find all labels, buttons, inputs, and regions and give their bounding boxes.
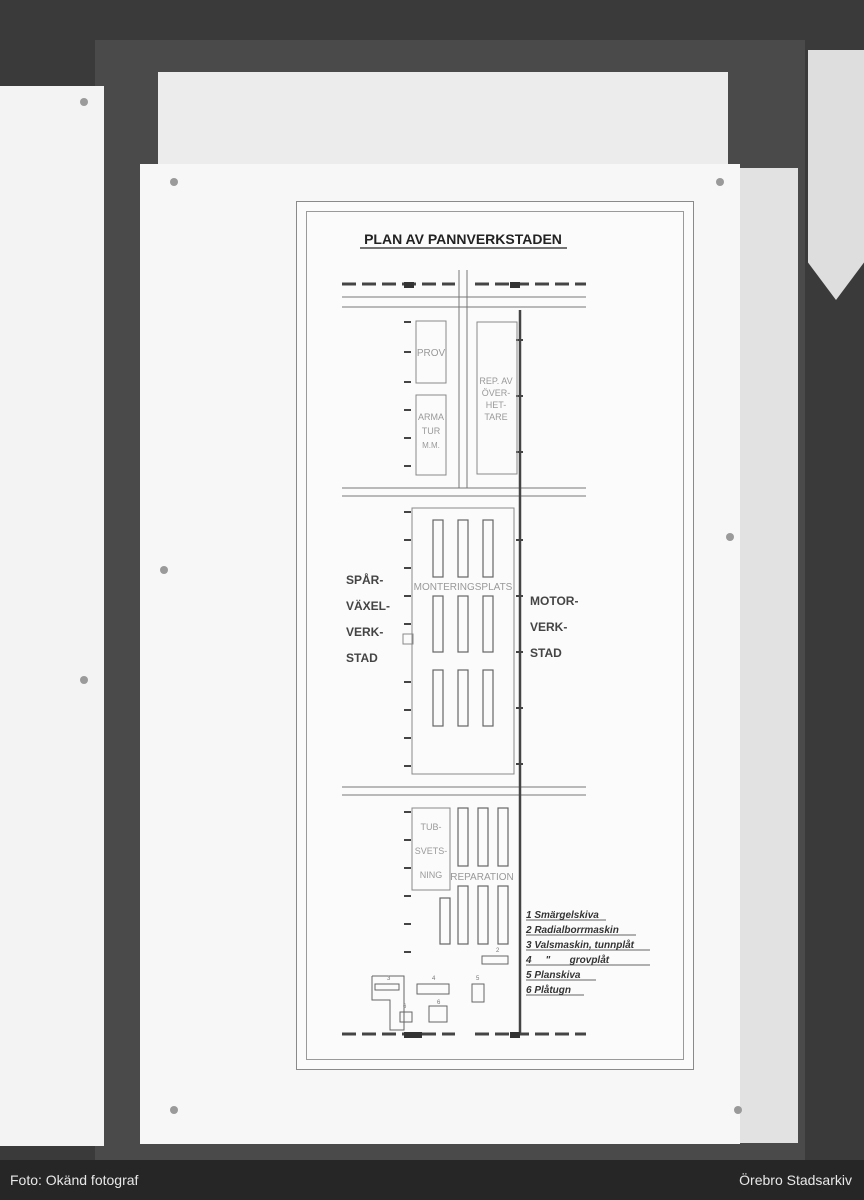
room-rep-4: TARE (484, 412, 508, 422)
machine-number-2: 2 (496, 948, 500, 954)
room-tub-2: SVETS- (414, 846, 448, 856)
room-armatur-1: ARMA (417, 412, 445, 422)
room-reparation: REPARATION (450, 872, 514, 883)
room-rep-3: HET- (485, 400, 507, 410)
archive-credit: Örebro Stadsarkiv (739, 1172, 852, 1188)
machine-number-6a: 6 (403, 1004, 407, 1010)
label-sparvaxel-3: VERK- (346, 625, 384, 639)
room-tub-3: NING (419, 870, 443, 880)
legend-item-2: 2 Radialborrmaskin (526, 925, 619, 936)
label-motorverkstad-2: VERK- (530, 620, 568, 634)
label-sparvaxel-2: VÄXEL- (346, 599, 391, 613)
room-rep-2: ÖVER- (481, 388, 511, 398)
machine-number-6: 6 (437, 1000, 441, 1006)
legend-item-3: 3 Valsmaskin, tunnplåt (526, 940, 634, 951)
machine-number-4: 4 (432, 976, 436, 982)
label-sparvaxel-1: SPÅR- (346, 573, 384, 587)
machine-number-5: 5 (476, 976, 480, 982)
legend-item-6: 6 Plåtugn (526, 985, 572, 996)
room-tub-1: TUB- (420, 822, 442, 832)
photo-credit-bar (0, 1160, 864, 1200)
room-armatur-3: M.M. (422, 441, 440, 450)
plan-title: PLAN AV PANNVERKSTADEN (364, 231, 562, 247)
photographer-credit: Foto: Okänd fotograf (10, 1172, 139, 1188)
room-prov: PROV (416, 348, 446, 359)
machine-number-3: 3 (387, 976, 391, 982)
room-rep-1: REP. AV (479, 376, 513, 386)
room-monteringsplats: MONTERINGSPLATS (413, 582, 513, 593)
label-motorverkstad-1: MOTOR- (530, 594, 579, 608)
label-motorverkstad-3: STAD (530, 646, 562, 660)
room-armatur-2: TUR (421, 426, 441, 436)
legend-item-1: 1 Smärgelskiva (526, 910, 599, 921)
label-sparvaxel-4: STAD (346, 651, 378, 665)
legend-item-4: 4 " grovplåt (526, 955, 610, 966)
legend-item-5: 5 Planskiva (526, 970, 581, 981)
